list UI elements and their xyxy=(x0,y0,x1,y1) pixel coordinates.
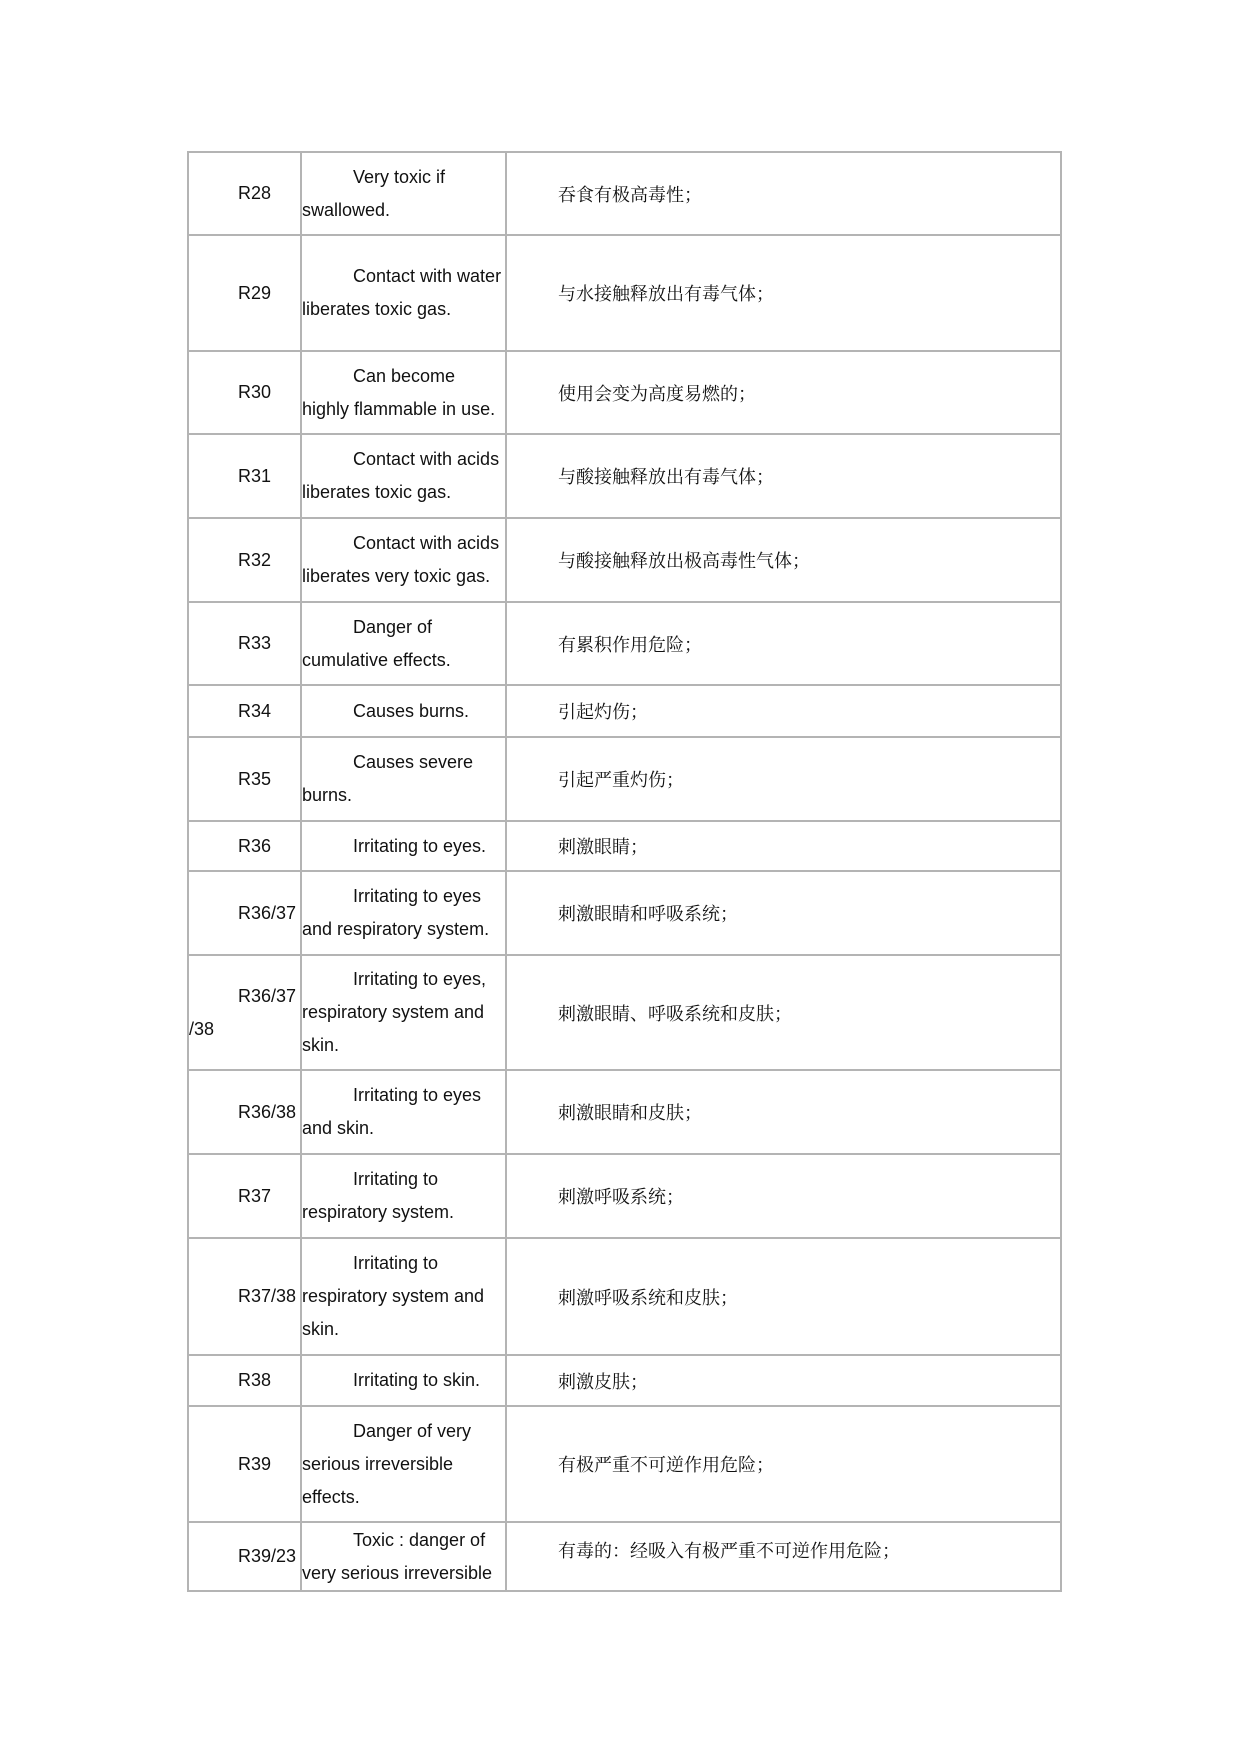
table-row xyxy=(188,955,1061,1070)
risk-code-continuation: /38 xyxy=(189,1018,215,1039)
english-phrase-cell: Contact with acids liberates toxic gas. xyxy=(301,434,506,518)
risk-code-cell: R32 xyxy=(188,518,301,602)
english-phrase-cell: Contact with water liberates toxic gas. xyxy=(301,235,506,351)
table-row xyxy=(188,434,1061,518)
risk-code-cell: R35 xyxy=(188,737,301,821)
english-phrase-cell: Contact with acids liberates very toxic gas. xyxy=(301,518,506,602)
risk-code-cell: R37/38 xyxy=(188,1238,301,1355)
table-row xyxy=(188,235,1061,351)
chinese-phrase-cell: 引起灼伤； xyxy=(506,685,1061,737)
english-phrase-cell: Causes burns. xyxy=(301,685,506,737)
english-phrase-cell: Can become highly flammable in use. xyxy=(301,351,506,434)
english-phrase-cell: Irritating to skin. xyxy=(301,1355,506,1406)
chinese-phrase-cell: 引起严重灼伤； xyxy=(506,737,1061,821)
chinese-phrase-cell: 有毒的：经吸入有极严重不可逆作用危险； xyxy=(506,1522,1061,1591)
risk-code-cell: R28 xyxy=(188,152,301,235)
risk-code-cell: R31 xyxy=(188,434,301,518)
table-row xyxy=(188,1154,1061,1238)
chinese-phrase-cell: 刺激呼吸系统和皮肤； xyxy=(506,1238,1061,1355)
table-row xyxy=(188,737,1061,821)
chinese-phrase-cell: 有极严重不可逆作用危险； xyxy=(506,1406,1061,1522)
chinese-phrase-cell: 刺激眼睛； xyxy=(506,821,1061,871)
chinese-phrase-cell: 与酸接触释放出有毒气体； xyxy=(506,434,1061,518)
risk-code-cell: R36/38 xyxy=(188,1070,301,1154)
risk-code-cell: R30 xyxy=(188,351,301,434)
table-row xyxy=(188,821,1061,871)
risk-code-cell: R39/23 xyxy=(188,1522,301,1591)
table-row xyxy=(188,351,1061,434)
risk-code-cell: R39 xyxy=(188,1406,301,1522)
risk-code-cell: R36 xyxy=(188,821,301,871)
english-phrase-cell: Irritating to eyes and respiratory system. xyxy=(301,871,506,955)
risk-code: R36/37 xyxy=(238,985,297,1006)
chinese-phrase-cell: 使用会变为高度易燃的； xyxy=(506,351,1061,434)
table-row xyxy=(188,871,1061,955)
risk-code-cell xyxy=(188,955,301,1070)
english-phrase-cell: Toxic : danger of very serious irreversible xyxy=(301,1522,506,1591)
table-row xyxy=(188,1238,1061,1355)
table-row xyxy=(188,685,1061,737)
chinese-phrase-cell: 刺激眼睛和呼吸系统； xyxy=(506,871,1061,955)
table-row xyxy=(188,1406,1061,1522)
chinese-phrase-cell: 与酸接触释放出极高毒性气体； xyxy=(506,518,1061,602)
risk-code-cell: R33 xyxy=(188,602,301,685)
table-row xyxy=(188,1522,1061,1591)
english-phrase-cell: Danger of cumulative effects. xyxy=(301,602,506,685)
english-phrase-cell: Causes severe burns. xyxy=(301,737,506,821)
english-phrase-cell: Irritating to eyes, respiratory system and skin. xyxy=(301,955,506,1070)
english-phrase-cell: Irritating to eyes. xyxy=(301,821,506,871)
table-row xyxy=(188,518,1061,602)
chinese-phrase-cell: 刺激眼睛和皮肤； xyxy=(506,1070,1061,1154)
risk-phrase-table xyxy=(187,151,1062,1592)
chinese-phrase-cell: 刺激皮肤； xyxy=(506,1355,1061,1406)
chinese-phrase-cell: 吞食有极高毒性； xyxy=(506,152,1061,235)
risk-code-cell: R34 xyxy=(188,685,301,737)
table-row xyxy=(188,1355,1061,1406)
table-row xyxy=(188,602,1061,685)
english-phrase-cell: Very toxic if swallowed. xyxy=(301,152,506,235)
english-phrase-cell: Danger of very serious irreversible effects. xyxy=(301,1406,506,1522)
table-row xyxy=(188,152,1061,235)
risk-code-cell: R37 xyxy=(188,1154,301,1238)
chinese-phrase-cell: 刺激呼吸系统； xyxy=(506,1154,1061,1238)
english-phrase-cell: Irritating to eyes and skin. xyxy=(301,1070,506,1154)
table-row xyxy=(188,1070,1061,1154)
risk-code-cell: R29 xyxy=(188,235,301,351)
chinese-phrase-cell: 有累积作用危险； xyxy=(506,602,1061,685)
english-phrase-cell: Irritating to respiratory system. xyxy=(301,1154,506,1238)
risk-code-cell: R36/37 xyxy=(188,871,301,955)
risk-code-cell: R38 xyxy=(188,1355,301,1406)
english-phrase-cell: Irritating to respiratory system and skin. xyxy=(301,1238,506,1355)
risk-phrase-rows xyxy=(188,152,1061,1591)
chinese-phrase-cell: 刺激眼睛、呼吸系统和皮肤； xyxy=(506,955,1061,1070)
chinese-phrase-cell: 与水接触释放出有毒气体； xyxy=(506,235,1061,351)
